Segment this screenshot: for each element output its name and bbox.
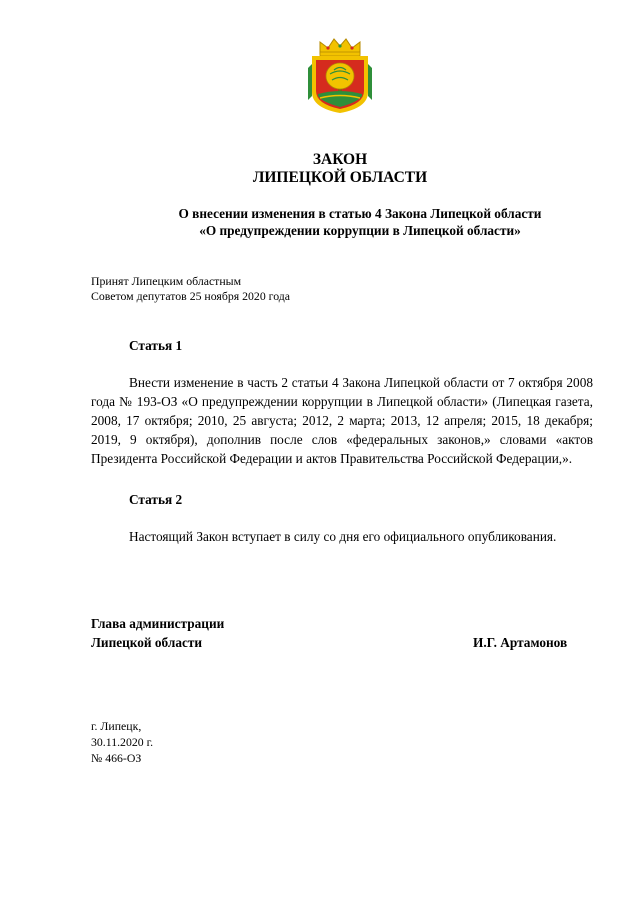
signature-position-line1: Глава администрации [91, 616, 225, 631]
footer-date: 30.11.2020 г. [91, 735, 154, 749]
coat-of-arms-icon [306, 38, 374, 114]
adoption-line1: Принят Липецким областным [91, 274, 242, 288]
article-2-text: Настоящий Закон вступает в силу со дня его официального опубликования. [129, 529, 557, 544]
article-1-text: Внести изменение в часть 2 статьи 4 Закона Липецкой области от 7 октября 2008 года № 193-ОЗ «О предупреждении коррупции в Липецкой области» (Липецкая газета, 2008, 17 октября; 2010, 25 августа; 2012, 2 марта; 2013, 12 апреля; 2015, 18 декабря; 2019, 9 октября), дополнив после слов «федеральных законов,» словами «актов Президента Российской Федерации и актов Правительства Российской Федерации,». [91, 375, 593, 466]
adoption-note [91, 274, 290, 304]
signer-name: И.Г. Артамонов [473, 635, 568, 650]
signature-position-line2: Липецкой области [91, 635, 203, 650]
law-title: ЗАКОН [312, 151, 368, 168]
region-title: ЛИПЕЦКОЙ ОБЛАСТИ [252, 169, 428, 186]
law-subject-line1: О внесении изменения в статью 4 Закона Липецкой области [178, 206, 542, 221]
article-2-heading: Статья 2 [129, 492, 183, 507]
crown-icon [320, 39, 360, 56]
signature-position [91, 614, 224, 652]
law-subject-line2: «О предупреждении коррупции в Липецкой области» [199, 223, 521, 238]
article-1-heading: Статья 1 [129, 338, 183, 353]
adoption-line2: Советом депутатов 25 ноября 2020 года [91, 289, 291, 303]
footer-number: № 466-ОЗ [91, 751, 142, 765]
document-footer [91, 718, 153, 766]
footer-place: г. Липецк, [91, 719, 142, 733]
